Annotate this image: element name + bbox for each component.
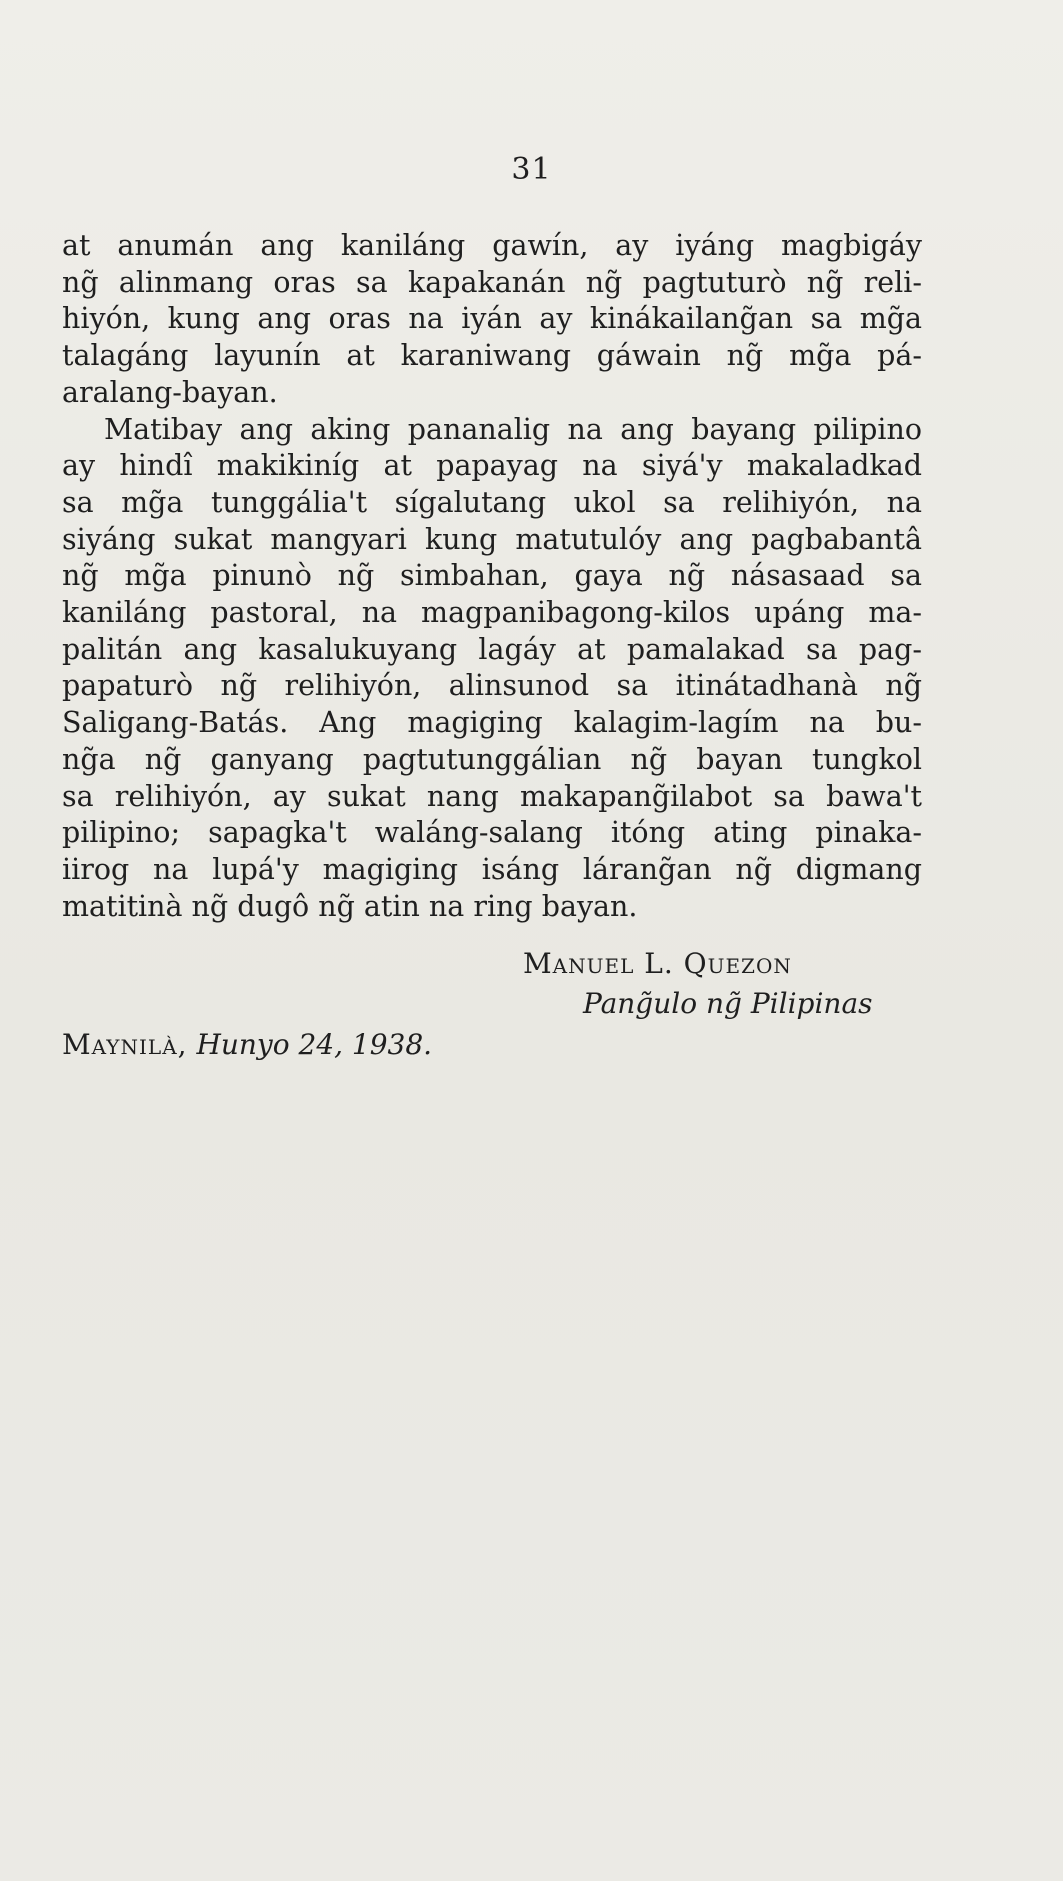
signatory-name: Manuel L. Quezon: [523, 947, 792, 980]
text-line: Matibay ang aking pananalig na ang bayang pilipino: [104, 412, 922, 446]
dateline-place: Maynilà,: [62, 1028, 188, 1061]
signatory-title: Pang̃ulo ng̃ Pilipinas: [583, 987, 873, 1020]
text-line: palitán ang kasalukuyang lagáy at pamalakad sa pag-: [62, 632, 922, 666]
text-line: ng̃ mg̃a pinunò ng̃ simbahan, gaya ng̃ násasaad sa: [62, 559, 922, 593]
text-line: hiyón, kung ang oras na iyán ay kinákailang̃an sa mg̃a: [62, 302, 922, 336]
text-line: ay hindî makikiníg at papayag na siyá'y makaladkad: [62, 449, 922, 483]
text-line: aralang-bayan.: [62, 375, 278, 409]
text-line: kaniláng pastoral, na magpanibagong-kilos upáng ma-: [62, 596, 922, 630]
text-line: sa relihiyón, ay sukat nang makapang̃ilabot sa bawa't: [62, 779, 922, 813]
text-line: ng̃a ng̃ ganyang pagtutunggálian ng̃ bayan tungkol: [62, 742, 922, 776]
text-line: talagáng layunín at karaniwang gáwain ng̃ mg̃a pá-: [62, 339, 922, 373]
text-line: siyáng sukat mangyari kung matutulóy ang pagbabantâ: [62, 522, 922, 556]
dateline: [62, 1025, 432, 1065]
text-line: matitinà ng̃ dugô ng̃ atin na ring bayan.: [62, 889, 638, 923]
text-line: Saligang-Batás. Ang magiging kalagim-lagím na bu-: [62, 706, 922, 740]
text-line: iirog na lupá'y magiging isáng lárang̃an ng̃ digmang: [62, 852, 922, 886]
dateline-date: Hunyo 24, 1938.: [196, 1028, 433, 1061]
text-line: ng̃ alinmang oras sa kapakanán ng̃ pagtuturò ng̃ reli-: [62, 265, 922, 299]
page-number: 31: [511, 152, 552, 187]
text-line: papaturò ng̃ relihiyón, alinsunod sa itinátadhanà ng̃: [62, 669, 922, 703]
text-line: at anumán ang kaniláng gawín, ay iyáng magbigáy: [62, 229, 922, 262]
body-text: [62, 228, 922, 925]
text-line: sa mg̃a tunggália't sígalutang ukol sa relihiyón, na: [62, 485, 922, 519]
signature-block: [523, 944, 873, 1024]
text-line: pilipino; sapagka't waláng-salang itóng ating pinaka-: [62, 816, 922, 850]
